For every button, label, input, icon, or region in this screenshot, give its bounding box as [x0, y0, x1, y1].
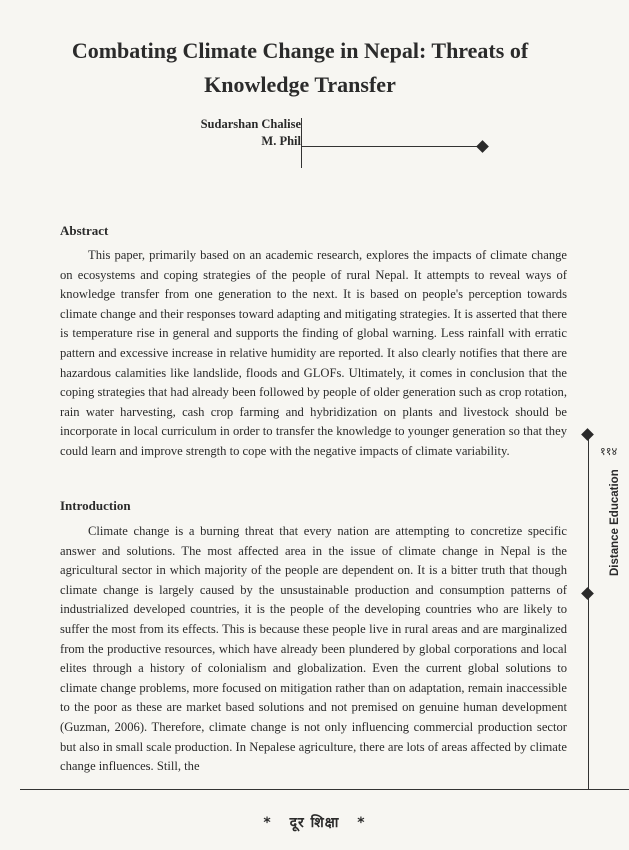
introduction-paragraph: Climate change is a burning threat that every nation are attempting to concretize specific answer and solutions. The most affected area in the issue of climate change in Nepal is the agricultural sector in which majority of the people are dependent on. It is a bitter truth that though climate change is largely caused by the unsustainable production and consumption patterns of industrialized developed countries, it is the people of the developing countries who are likely to suffer the most from its effects. This is because these people live in rural areas and are marginalized from the productive resources, which have already been plundered by global corporations and local elites through a history of colonialism and globalization. Even the current global solutions to climate change problems, more focused on mitigation rather than on adaptation, remain inaccessible to the poor as these are market based solutions and not premised on genuine human development (Guzman, 2006). Therefore, climate change is not only influencing commercial production sector but also in small scale production. In Nepalese agriculture, there are lots of areas affected by climate change influences. Still, the [60, 524, 567, 774]
abstract-heading: Abstract [60, 223, 109, 238]
side-vertical-rule [588, 435, 589, 790]
paper-title: Combating Climate Change in Nepal: Threats of Knowledge Transfer [71, 38, 529, 97]
abstract-paragraph: This paper, primarily based on an academic research, explores the impacts of climate change on ecosystems and coping strategies of the people of rural Nepal. It attempts to reveal ways of knowledge transfer from one generation to the next. It is based on people's perception towards climate change and their responses toward adapting and mitigating strategies. It is asserted that there is temperature rise in general and supports the finding of global warning. Less rainfall with erratic pattern and excessive increase in relative humidity are reported. It also clearly notifies that there are hazardous calamities like landslide, floods and GLOFs. Ultimately, it comes in conclusion that the coping strategies that had already been followed by people of older generation such as crop rotation, rain water harvesting, cash crop farming and hybridization on plants and livestock should be incorporate in local curriculum in order to transfer the knowledge to younger generation so that they could learn and improve strength to cope with the negative impacts of climate variability. [60, 248, 567, 458]
author-diamond-icon [476, 140, 489, 153]
author-degree: M. Phil [261, 134, 301, 148]
author-name: Sudarshan Chalise [200, 117, 301, 131]
page-number: ११४ [600, 445, 618, 458]
footer-rule [20, 789, 629, 790]
side-label-diamond-icon [581, 587, 594, 600]
side-section-label: Distance Education [609, 469, 621, 576]
author-block [150, 116, 301, 150]
author-vertical-rule [301, 118, 302, 168]
footer-journal-name: दूर शिक्षा [289, 815, 340, 831]
introduction-heading: Introduction [60, 498, 131, 513]
footer-star-left: * [263, 815, 272, 831]
footer [0, 813, 629, 832]
side-diamond-icon [581, 428, 594, 441]
footer-star-right: * [357, 815, 366, 831]
author-horizontal-rule [301, 146, 481, 147]
